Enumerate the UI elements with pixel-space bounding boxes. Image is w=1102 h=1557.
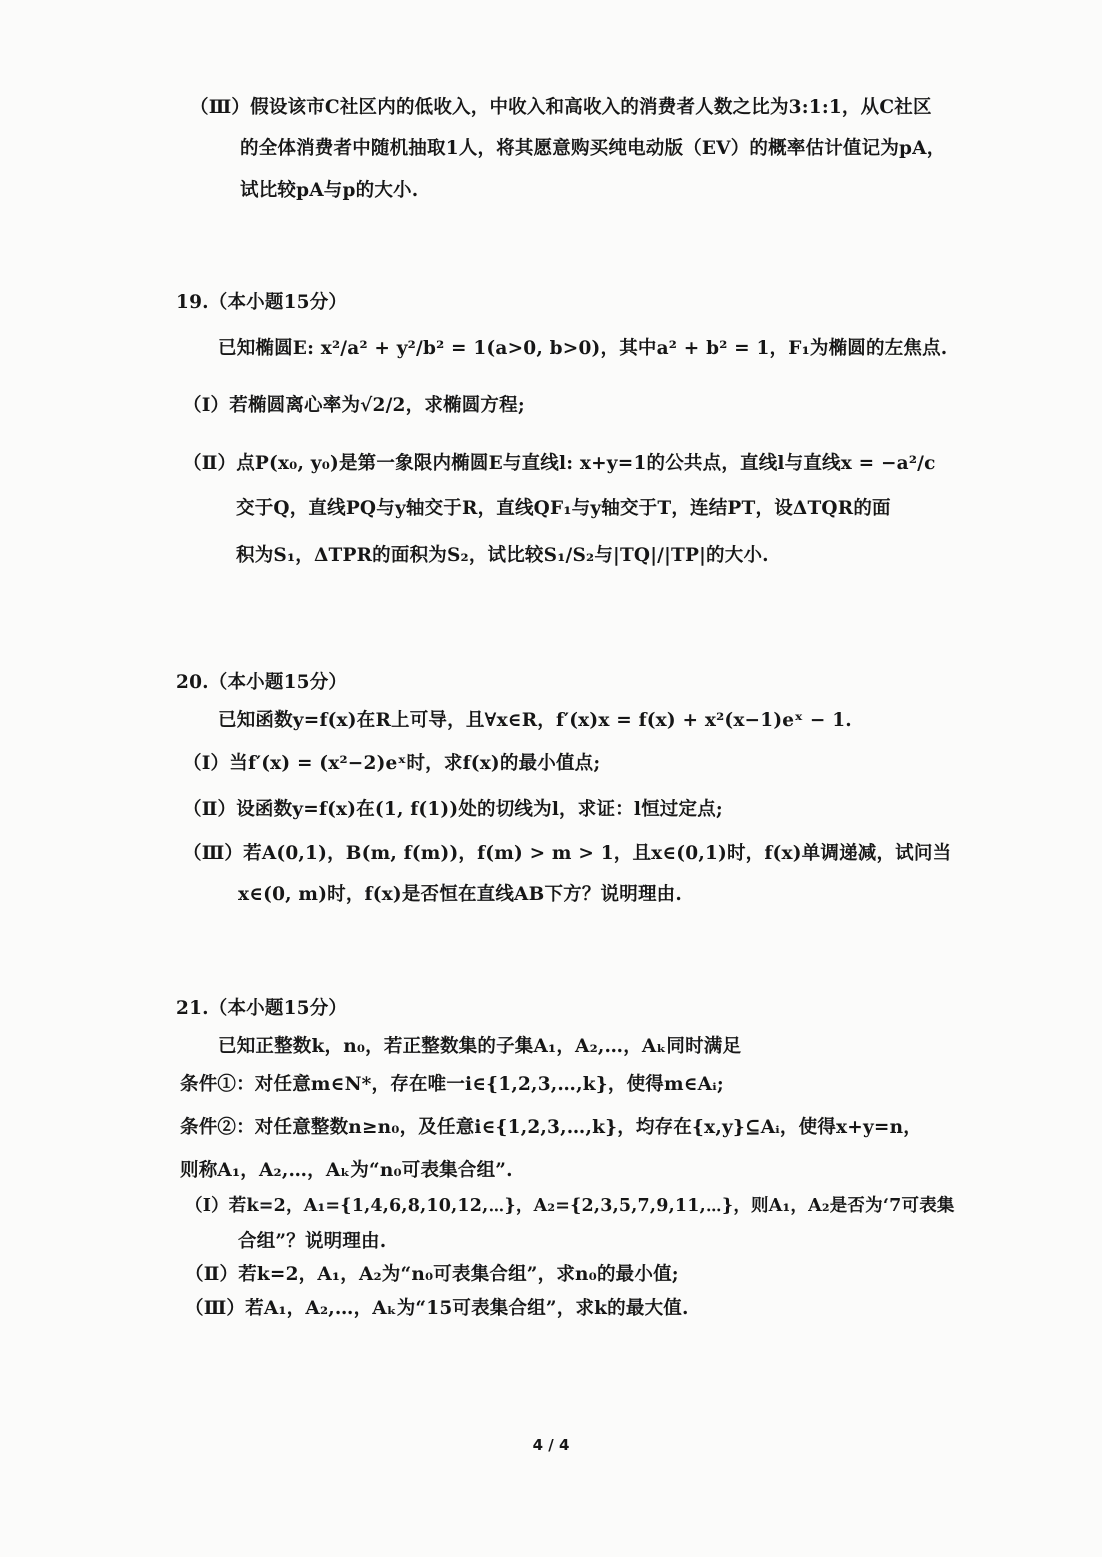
- q21-definition: 则称A₁，A₂,…，Aₖ为“n₀可表集合组”.: [180, 1160, 513, 1181]
- q19-stem: 已知椭圆E: x²/a² + y²/b² = 1(a>0, b>0)，其中a² + b² = 1，F₁为椭圆的左焦点.: [218, 338, 948, 359]
- q21-part1-line1: （Ⅰ）若k=2，A₁={1,4,6,8,10,12,⋯}，A₂={2,3,5,7,9,11,⋯}，则A₁，A₂是否为‘7可表集: [185, 1196, 955, 1216]
- q21-condition-2: 条件②：对任意整数n≥n₀，及任意i∈{1,2,3,…,k}，均存在{x,y}⊆Aᵢ，使得x+y=n，: [180, 1117, 922, 1138]
- q21-part1-line2: 合组”？说明理由.: [238, 1231, 387, 1252]
- q21-stem: 已知正整数k，n₀，若正整数集的子集A₁，A₂,…，Aₖ同时满足: [218, 1036, 742, 1057]
- q20-part2: （Ⅱ）设函数y=f(x)在(1, f(1))处的切线为l，求证：l恒过定点;: [183, 799, 723, 820]
- q21-part3: （Ⅲ）若A₁，A₂,…，Aₖ为“15可表集合组”，求k的最大值.: [185, 1298, 689, 1319]
- page-number: 4 / 4: [532, 1436, 570, 1454]
- q20-header: 20.（本小题15分）: [176, 672, 348, 693]
- q20-part1: （Ⅰ）当f′(x) = (x²−2)eˣ时，求f(x)的最小值点;: [183, 753, 601, 774]
- q19-part2-line1: （Ⅱ）点P(x₀, y₀)是第一象限内椭圆E与直线l: x+y=1的公共点，直线l与直线x = −a²/c: [183, 453, 936, 474]
- q20-part3-line2: x∈(0, m)时，f(x)是否恒在直线AB下方？说明理由.: [238, 884, 682, 905]
- q19-part2-line2: 交于Q，直线PQ与y轴交于R，直线QF₁与y轴交于T，连结PT，设ΔTQR的面: [236, 498, 891, 519]
- q21-condition-1: 条件①：对任意m∈N*，存在唯一i∈{1,2,3,…,k}，使得m∈Aᵢ;: [180, 1074, 724, 1095]
- q18-part3-line1: （Ⅲ）假设该市C社区内的低收入，中收入和高收入的消费者人数之比为3:1:1，从C社区: [190, 97, 932, 118]
- q21-header: 21.（本小题15分）: [176, 998, 348, 1019]
- q20-stem: 已知函数y=f(x)在R上可导，且∀x∈R，f′(x)x = f(x) + x²(x−1)eˣ − 1.: [218, 710, 852, 731]
- q18-part3-line2: 的全体消费者中随机抽取1人，将其愿意购买纯电动版（EV）的概率估计值记为pA，: [240, 138, 946, 159]
- q19-part1: （Ⅰ）若椭圆离心率为√2/2，求椭圆方程;: [183, 395, 525, 416]
- q19-header: 19.（本小题15分）: [176, 292, 348, 313]
- q21-part2: （Ⅱ）若k=2，A₁，A₂为“n₀可表集合组”，求n₀的最小值;: [185, 1264, 679, 1285]
- q19-part2-line3: 积为S₁，ΔTPR的面积为S₂，试比较S₁/S₂与|TQ|/|TP|的大小.: [236, 545, 769, 566]
- q18-part3-line3: 试比较pA与p的大小.: [240, 180, 419, 201]
- q20-part3-line1: （Ⅲ）若A(0,1)，B(m, f(m))，f(m) > m > 1，且x∈(0,1)时，f(x)单调递减，试问当: [183, 843, 952, 864]
